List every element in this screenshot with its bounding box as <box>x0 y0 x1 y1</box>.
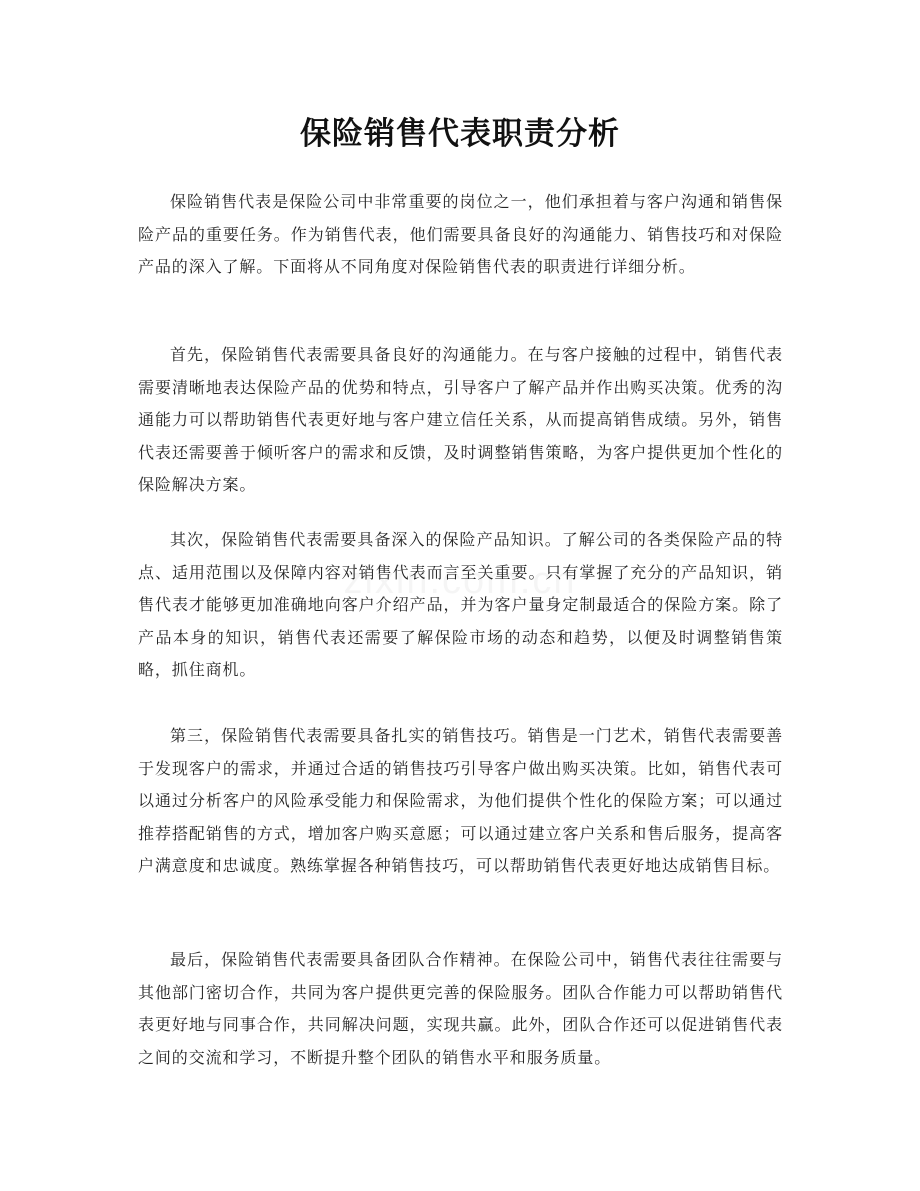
paragraph-product-knowledge: 其次，保险销售代表需要具备深入的保险产品知识。了解公司的各类保险产品的特点、适用范围以及保障内容对销售代表而言至关重要。只有掌握了充分的产品知识，销售代表才能够更加准确地向客户介绍产品，并为客户量身定制最适合的保险方案。除了产品本身的知识，销售代表还需要了解保险市场的动态和趋势，以便及时调整销售策略，抓住商机。 <box>138 530 783 679</box>
paragraph-teamwork: 最后，保险销售代表需要具备团队合作精神。在保险公司中，销售代表往往需要与其他部门密切合作，共同为客户提供更完善的保险服务。团队合作能力可以帮助销售代表更好地与同事合作，共同解决问题，实现共赢。此外，团队合作还可以促进销售代表之间的交流和学习，不断提升整个团队的销售水平和服务质量。 <box>138 950 783 1067</box>
paragraph-communication: 首先，保险销售代表需要具备良好的沟通能力。在与客户接触的过程中，销售代表需要清晰地表达保险产品的优势和特点，引导客户了解产品并作出购买决策。优秀的沟通能力可以帮助销售代表更好地与客户建立信任关系，从而提高销售成绩。另外，销售代表还需要善于倾听客户的需求和反馈，及时调整销售策略，为客户提供更加个性化的保险解决方案。 <box>138 345 783 494</box>
document-title: 保险销售代表职责分析 <box>300 116 620 152</box>
paragraph-sales-skills: 第三，保险销售代表需要具备扎实的销售技巧。销售是一门艺术，销售代表需要善于发现客户的需求，并通过合适的销售技巧引导客户做出购买决策。比如，销售代表可以通过分析客户的风险承受能力和保险需求，为他们提供个性化的保险方案；可以通过推荐搭配销售的方式，增加客户购买意愿；可以通过建立客户关系和售后服务，提高客户满意度和忠诚度。熟练掌握各种销售技巧，可以帮助销售代表更好地达成销售目标。 <box>138 726 783 875</box>
paragraph-intro: 保险销售代表是保险公司中非常重要的岗位之一，他们承担着与客户沟通和销售保险产品的重要任务。作为销售代表，他们需要具备良好的沟通能力、销售技巧和对保险产品的深入了解。下面将从不同角度对保险销售代表的职责进行详细分析。 <box>138 192 783 276</box>
